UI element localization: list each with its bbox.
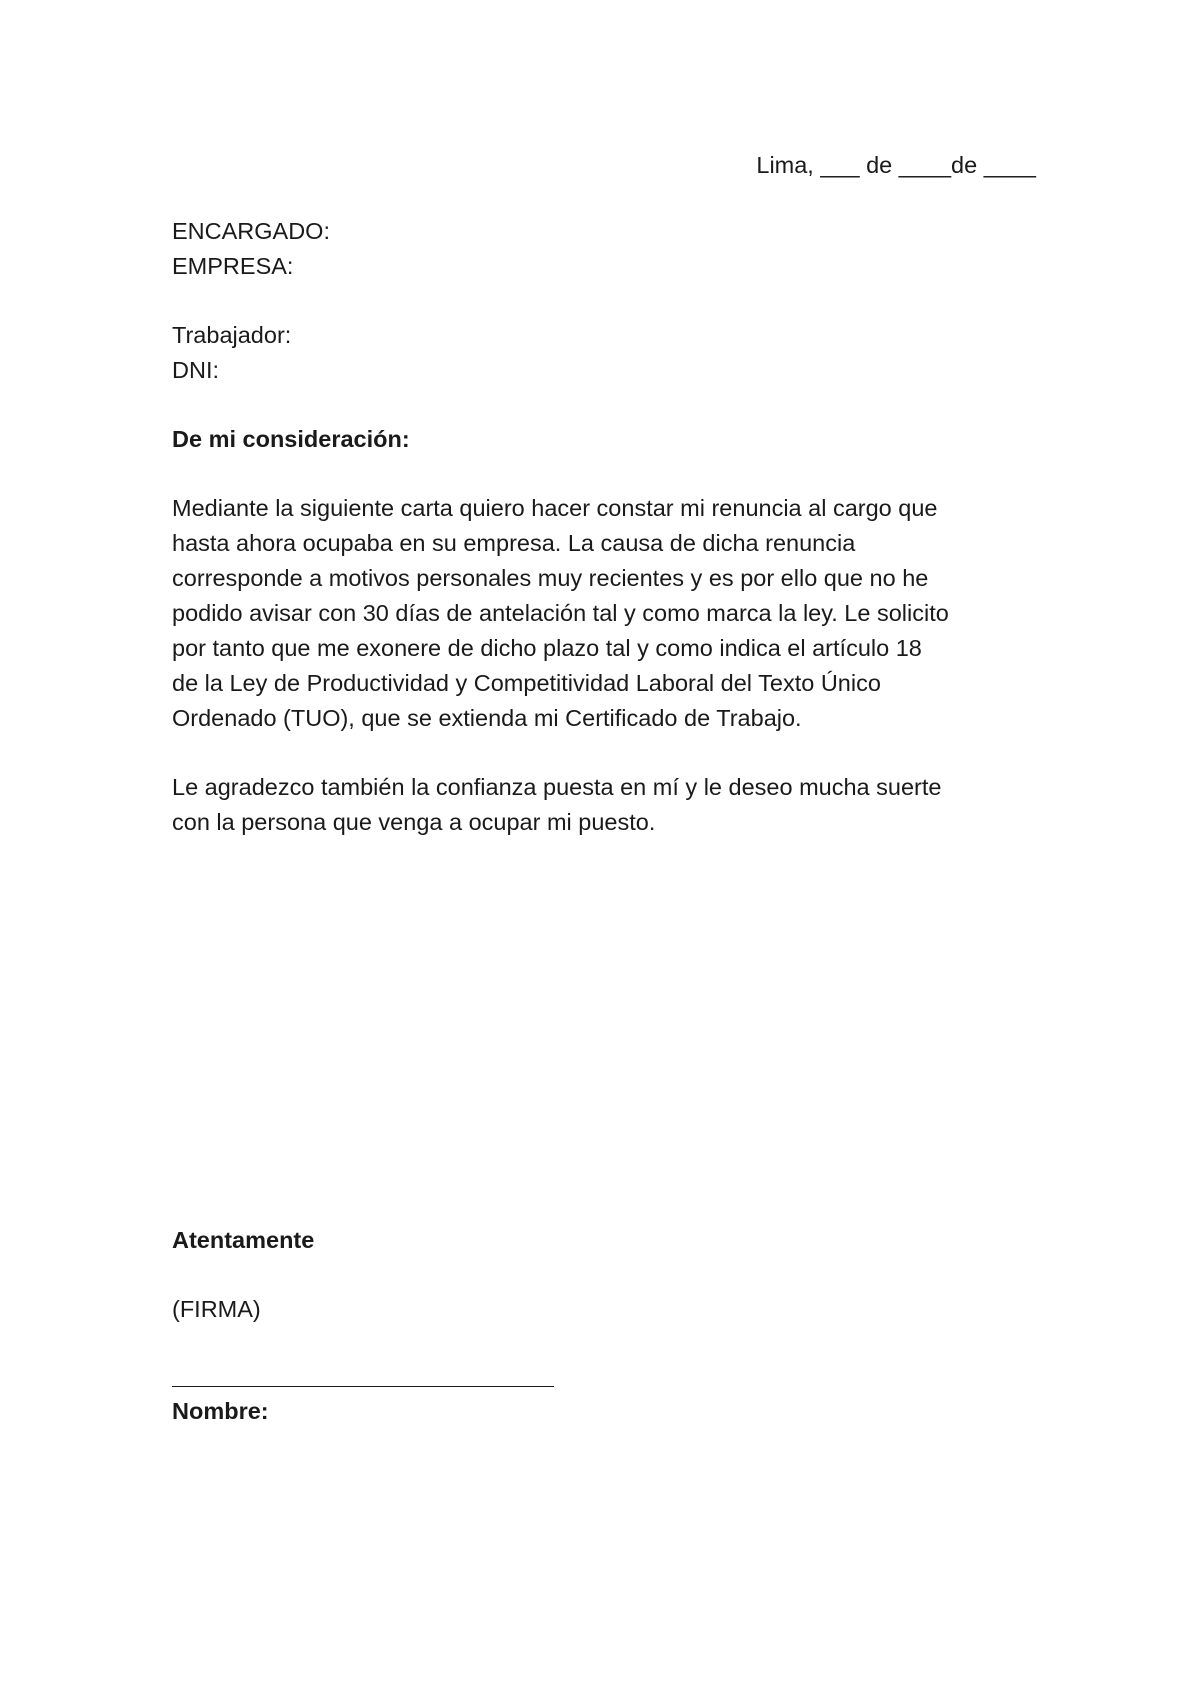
dni-label: DNI:	[172, 357, 219, 383]
company-label: EMPRESA:	[172, 253, 294, 279]
salutation: De mi consideración:	[172, 426, 410, 452]
signature-line	[172, 1386, 554, 1387]
signature-placeholder: (FIRMA)	[172, 1296, 261, 1322]
paragraph-line: por tanto que me exonere de dicho plazo tal y como indica el artículo 18	[172, 635, 922, 661]
paragraph-line: Le agradezco también la confianza puesta en mí y le deseo mucha suerte	[172, 774, 942, 800]
recipient-label: ENCARGADO:	[172, 218, 330, 244]
paragraph-line: Ordenado (TUO), que se extienda mi Certificado de Trabajo.	[172, 705, 802, 731]
closing: Atentamente	[172, 1227, 315, 1253]
date-line: Lima, ___ de ____de ____	[756, 152, 1036, 178]
paragraph-line: de la Ley de Productividad y Competitividad Laboral del Texto Único	[172, 670, 881, 696]
name-label: Nombre:	[172, 1398, 269, 1424]
paragraph-line: Mediante la siguiente carta quiero hacer constar mi renuncia al cargo que	[172, 495, 938, 521]
paragraph-line: con la persona que venga a ocupar mi puesto.	[172, 809, 656, 835]
worker-label: Trabajador:	[172, 322, 292, 348]
paragraph-line: corresponde a motivos personales muy recientes y es por ello que no he	[172, 565, 929, 591]
paragraph-line: hasta ahora ocupaba en su empresa. La causa de dicha renuncia	[172, 530, 856, 556]
paragraph-line: podido avisar con 30 días de antelación tal y como marca la ley. Le solicito	[172, 600, 949, 626]
